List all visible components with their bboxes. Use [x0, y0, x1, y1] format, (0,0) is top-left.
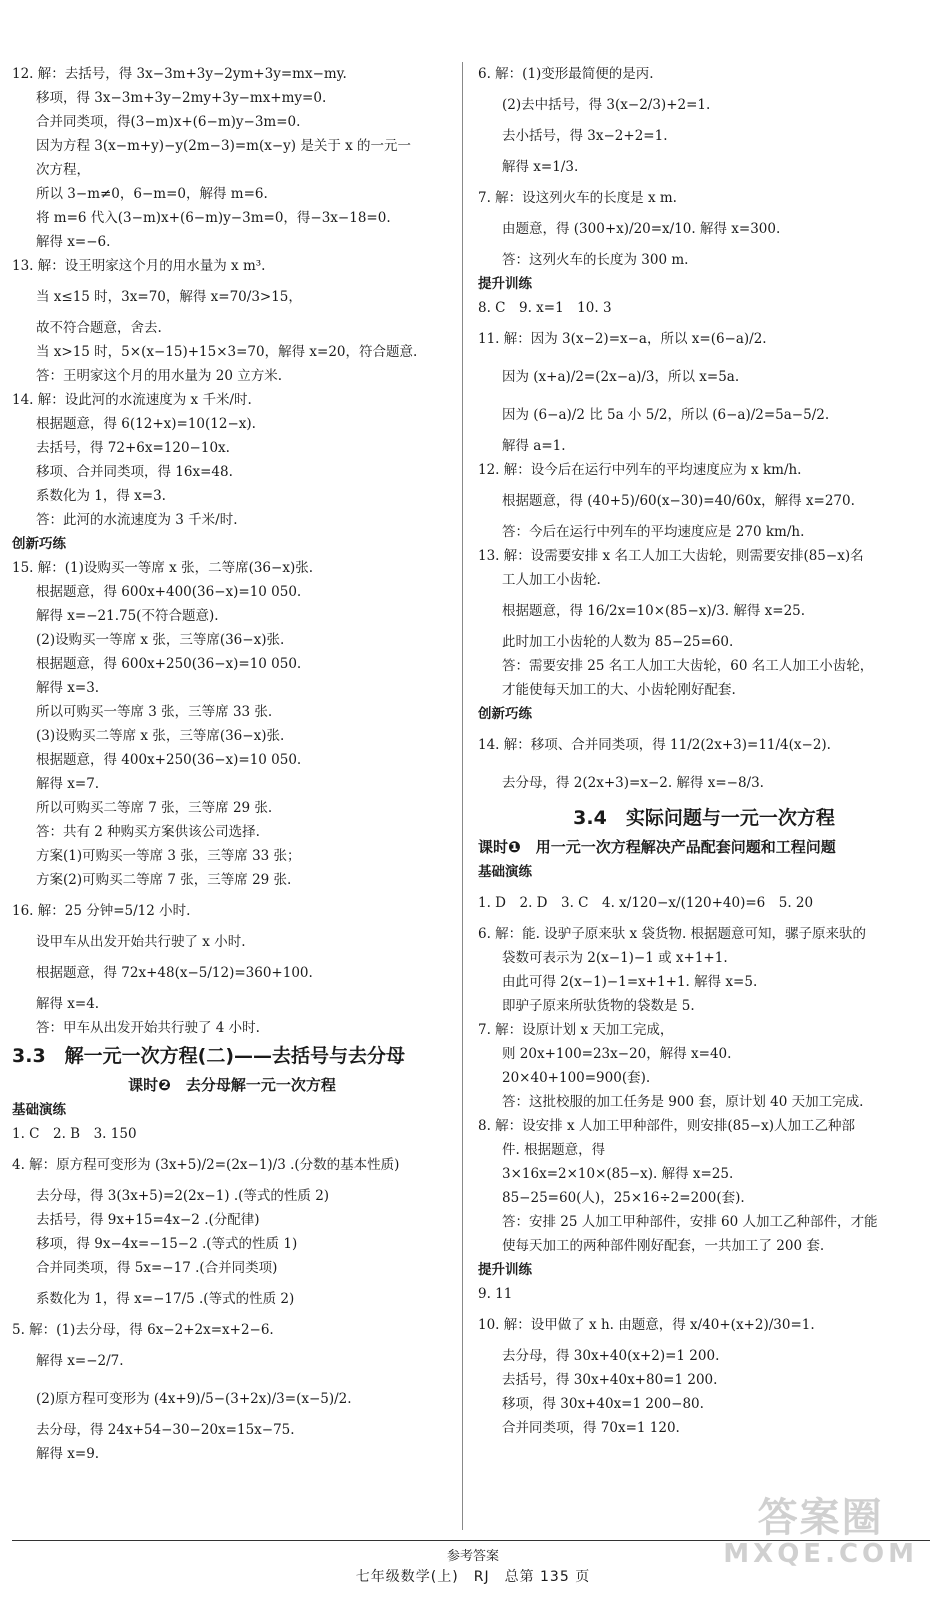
answer-line: 14. 解：移项、合并同类项，得 11/2(2x+3)=11/4(x−2). — [478, 737, 831, 753]
answer-line: 因为 (6−a)/2 比 5a 小 5/2，所以 (6−a)/2=5a−5/2. — [502, 407, 830, 423]
answer-line: 设甲车从出发开始共行驶了 x 小时. — [36, 934, 246, 950]
answer-line: 4. 解：原方程可变形为 (3x+5)/2=(2x−1)/3 .(分数的基本性质) — [12, 1157, 400, 1173]
answer-line: 由题意，得 (300+x)/20=x/10. 解得 x=300. — [502, 221, 781, 237]
answer-line: 系数化为 1，得 x=−17/5 .(等式的性质 2) — [36, 1291, 295, 1307]
answer-line: 16. 解：25 分钟=5/12 小时. — [12, 903, 191, 919]
answer-line: 解得 x=3. — [36, 680, 100, 696]
footer-page-info: 七年级数学(上) RJ 总第 135 页 — [355, 1569, 591, 1585]
left-column — [12, 62, 452, 1466]
section-heading: 创新巧练 — [12, 536, 66, 552]
answer-line: 移项，得 9x−4x=−15−2 .(等式的性质 1) — [36, 1236, 298, 1252]
answer-line: 20×40+100=900(套). — [502, 1070, 651, 1086]
answer-line: 去小括号，得 3x−2+2=1. — [502, 128, 668, 144]
answer-line: 答：共有 2 种购买方案供该公司选择. — [36, 824, 260, 840]
answer-line: 所以可购买一等席 3 张，三等席 33 张. — [36, 704, 273, 720]
answer-line: 合并同类项，得(3−m)x+(6−m)y−3m=0. — [36, 114, 301, 130]
answer-line: 去括号，得 72+6x=120−10x. — [36, 440, 230, 456]
answer-line: 1. C 2. B 3. 150 — [12, 1126, 137, 1142]
answer-line: 答：这列火车的长度为 300 m. — [502, 252, 689, 268]
answer-line: 9. 11 — [478, 1286, 513, 1302]
section-heading: 提升训练 — [478, 276, 532, 292]
answer-line: 14. 解：设此河的水流速度为 x 千米/时. — [12, 392, 252, 408]
answer-line: 根据题意，得 400x+250(36−x)=10 050. — [36, 752, 302, 768]
answer-line: 故不符合题意，舍去. — [36, 320, 162, 336]
answer-line: 移项、合并同类项，得 16x=48. — [36, 464, 233, 480]
answer-line: 去分母，得 2(2x+3)=x−2. 解得 x=−8/3. — [502, 775, 764, 791]
answer-line: 7. 解：设这列火车的长度是 x m. — [478, 190, 677, 206]
answer-line: 则 20x+100=23x−20，解得 x=40. — [502, 1046, 732, 1062]
answer-line: (2)去中括号，得 3(x−2/3)+2=1. — [502, 97, 711, 113]
answer-line: 根据题意，得 (40+5)/60(x−30)=40/60x，解得 x=270. — [502, 493, 855, 509]
answer-line: 6. 解：(1)变形最简便的是丙. — [478, 66, 654, 82]
answer-line: 所以 3−m≠0，6−m=0，解得 m=6. — [36, 186, 268, 202]
answer-line: 答：需要安排 25 名工人加工大齿轮，60 名工人加工小齿轮， — [502, 658, 874, 674]
answer-line: 解得 x=−21.75(不符合题意). — [36, 608, 219, 624]
answer-line: 根据题意，得 6(12+x)=10(12−x). — [36, 416, 256, 432]
answer-line: 去分母，得 3(3x+5)=2(2x−1) .(等式的性质 2) — [36, 1188, 330, 1204]
answer-line: 答：王明家这个月的用水量为 20 立方米. — [36, 368, 283, 384]
answer-line: 所以可购买二等席 7 张，三等席 29 张. — [36, 800, 273, 816]
answer-line: 根据题意，得 16/2x=10×(85−x)/3. 解得 x=25. — [502, 603, 806, 619]
answer-line: 11. 解：因为 3(x−2)=x−a，所以 x=(6−a)/2. — [478, 331, 767, 347]
answer-line: 去括号，得 30x+40x+80=1 200. — [502, 1372, 718, 1388]
watermark-url: MXQE.COM — [723, 1539, 918, 1569]
answer-line: 才能使每天加工的大、小齿轮刚好配套. — [502, 682, 736, 698]
answer-line: 15. 解：(1)设购买一等席 x 张，二等席(36−x)张. — [12, 560, 314, 576]
answer-line: 12. 解：设今后在运行中列车的平均速度应为 x km/h. — [478, 462, 802, 478]
watermark-logo — [723, 1496, 918, 1568]
answer-line: 使每天加工的两种部件刚好配套，一共加工了 200 套. — [502, 1238, 825, 1254]
answer-line: 13. 解：设需要安排 x 名工人加工大齿轮，则需要安排(85−x)名 — [478, 548, 864, 564]
answer-line: 去括号，得 9x+15=4x−2 .(分配律) — [36, 1212, 260, 1228]
answer-line: 解得 x=4. — [36, 996, 100, 1012]
answer-line: 13. 解：设王明家这个月的用水量为 x m³. — [12, 258, 266, 274]
answer-line: 将 m=6 代入(3−m)x+(6−m)y−3m=0，得−3x−18=0. — [36, 210, 391, 226]
answer-line: 即驴子原来所驮货物的袋数是 5. — [502, 998, 695, 1014]
section-heading: 基础演练 — [478, 864, 532, 880]
answer-line: 合并同类项，得 70x=1 120. — [502, 1420, 680, 1436]
lesson-title: 课时❶ 用一元一次方程解决产品配套问题和工程问题 — [478, 838, 836, 856]
answer-line: 7. 解：设原计划 x 天加工完成， — [478, 1022, 674, 1038]
answer-line: 移项，得 3x−3m+3y−2my+3y−mx+my=0. — [36, 90, 327, 106]
answer-line: 12. 解：去括号，得 3x−3m+3y−2ym+3y=mx−my. — [12, 66, 347, 82]
answer-line: 解得 x=9. — [36, 1446, 100, 1462]
lesson-title: 课时❷ 去分母解一元一次方程 — [128, 1076, 336, 1094]
answer-line: 合并同类项，得 5x=−17 .(合并同类项) — [36, 1260, 278, 1276]
answer-line: 件. 根据题意，得 — [502, 1142, 606, 1158]
answer-line: 方案(2)可购买二等席 7 张，三等席 29 张. — [36, 872, 292, 888]
answer-line: 8. 解：设安排 x 人加工甲种部件，则安排(85−x)人加工乙种部 — [478, 1118, 856, 1134]
answer-line: 答：安排 25 人加工甲种部件，安排 60 人加工乙种部件，才能 — [502, 1214, 878, 1230]
answer-line: 10. 解：设甲做了 x h. 由题意，得 x/40+(x+2)/30=1. — [478, 1317, 815, 1333]
answer-line: 根据题意，得 600x+250(36−x)=10 050. — [36, 656, 302, 672]
answer-line: (2)原方程可变形为 (4x+9)/5−(3+2x)/3=(x−5)/2. — [36, 1391, 352, 1407]
answer-line: 5. 解：(1)去分母，得 6x−2+2x=x+2−6. — [12, 1322, 274, 1338]
answer-line: (2)设购买一等席 x 张，三等席(36−x)张. — [36, 632, 285, 648]
answer-line: 解得 a=1. — [502, 438, 566, 454]
answer-line: 答：这批校服的加工任务是 900 套，原计划 40 天加工完成. — [502, 1094, 864, 1110]
answer-line: (3)设购买二等席 x 张，三等席(36−x)张. — [36, 728, 285, 744]
answer-line: 答：此河的水流速度为 3 千米/时. — [36, 512, 238, 528]
answer-line: 解得 x=−6. — [36, 234, 111, 250]
right-column — [478, 62, 930, 1440]
answer-line: 袋数可表示为 2(x−1)−1 或 x+1+1. — [502, 950, 728, 966]
section-heading: 创新巧练 — [478, 706, 532, 722]
answer-line: 1. D 2. D 3. C 4. x/120−x/(120+40)=6 5. 20 — [478, 895, 814, 911]
chapter-title: 3.4 实际问题与一元一次方程 — [573, 807, 835, 829]
answer-line: 去分母，得 30x+40(x+2)=1 200. — [502, 1348, 720, 1364]
section-heading: 基础演练 — [12, 1102, 66, 1118]
answer-line: 根据题意，得 600x+400(36−x)=10 050. — [36, 584, 302, 600]
answer-line: 当 x≤15 时，3x=70，解得 x=70/3>15， — [36, 289, 302, 305]
answer-line: 方案(1)可购买一等席 3 张，三等席 33 张； — [36, 848, 301, 864]
answer-line: 因为方程 3(x−m+y)−y(2m−3)=m(x−y) 是关于 x 的一元一 — [36, 138, 412, 154]
answer-line: 根据题意，得 72x+48(x−5/12)=360+100. — [36, 965, 313, 981]
answer-line: 工人加工小齿轮. — [502, 572, 601, 588]
answer-line: 此时加工小齿轮的人数为 85−25=60. — [502, 634, 734, 650]
answer-line: 3×16x=2×10×(85−x). 解得 x=25. — [502, 1166, 734, 1182]
answer-line: 6. 解：能. 设驴子原来驮 x 袋货物. 根据题意可知，骡子原来驮的 — [478, 926, 867, 942]
answer-line: 系数化为 1，得 x=3. — [36, 488, 166, 504]
answer-line: 答：甲车从出发开始共行驶了 4 小时. — [36, 1020, 260, 1036]
answer-line: 8. C 9. x=1 10. 3 — [478, 300, 612, 316]
answer-line: 解得 x=−2/7. — [36, 1353, 124, 1369]
answer-line: 移项，得 30x+40x=1 200−80. — [502, 1396, 704, 1412]
answer-line: 因为 (x+a)/2=(2x−a)/3，所以 x=5a. — [502, 369, 740, 385]
answer-line: 当 x>15 时，5×(x−15)+15×3=70，解得 x=20，符合题意. — [36, 344, 418, 360]
answer-line: 去分母，得 24x+54−30−20x=15x−75. — [36, 1422, 295, 1438]
column-divider — [462, 62, 463, 1530]
answer-line: 解得 x=7. — [36, 776, 100, 792]
answer-line: 由此可得 2(x−1)−1=x+1+1. 解得 x=5. — [502, 974, 758, 990]
footer-section-label: 参考答案 — [446, 1549, 499, 1564]
answer-line: 次方程， — [36, 162, 90, 178]
watermark-title: 答案圈 — [757, 1495, 884, 1541]
answer-line: 解得 x=1/3. — [502, 159, 579, 175]
chapter-title: 3.3 解一元一次方程(二)——去括号与去分母 — [12, 1045, 406, 1067]
section-heading: 提升训练 — [478, 1262, 532, 1278]
answer-line: 85−25=60(人)，25×16÷2=200(套). — [502, 1190, 745, 1206]
answer-line: 答：今后在运行中列车的平均速度应是 270 km/h. — [502, 524, 805, 540]
